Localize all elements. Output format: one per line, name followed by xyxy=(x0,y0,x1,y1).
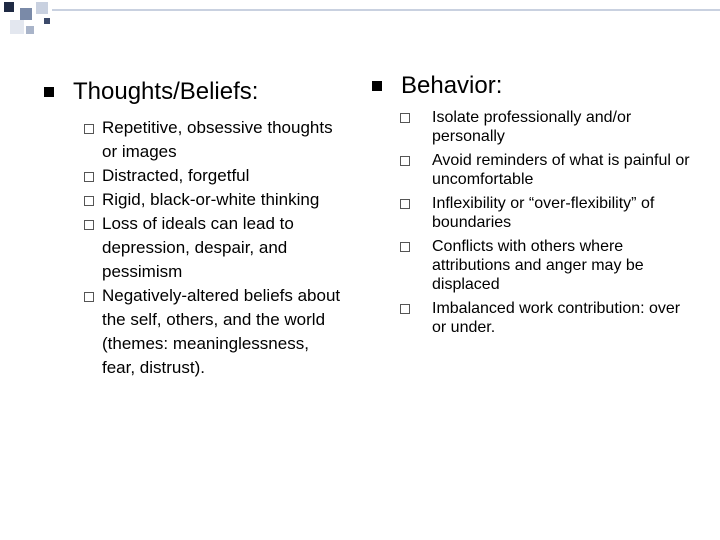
thoughts-beliefs-heading: Thoughts/Beliefs: xyxy=(73,78,259,105)
list-item xyxy=(84,284,344,380)
list-item-text: Loss of ideals can lead to depression, despair, and pessimism xyxy=(102,214,294,281)
thoughts-beliefs-heading-row xyxy=(44,78,344,106)
list-item-text: Isolate professionally and/or personally xyxy=(432,109,632,145)
list-item-text: Distracted, forgetful xyxy=(102,166,250,185)
square-bullet-icon xyxy=(44,87,54,97)
list-item-text: Negatively-altered beliefs about the self, others, and the world (themes: meaninglessness, fear, distrust). xyxy=(102,286,341,377)
list-item xyxy=(84,164,344,188)
box-bullet-icon xyxy=(84,124,94,134)
box-bullet-icon xyxy=(84,196,94,206)
box-bullet-icon xyxy=(400,199,410,209)
box-bullet-icon xyxy=(400,304,410,314)
thoughts-beliefs-list xyxy=(84,116,344,380)
list-item xyxy=(84,188,344,212)
deco-square-dark xyxy=(4,2,14,12)
behavior-column xyxy=(372,72,692,342)
deco-square-dark-2 xyxy=(44,18,50,24)
behavior-list xyxy=(398,108,692,337)
box-bullet-icon xyxy=(84,172,94,182)
deco-square-light-2 xyxy=(10,20,24,34)
deco-square-light xyxy=(36,2,48,14)
list-item xyxy=(398,299,692,337)
list-item-text: Rigid, black-or-white thinking xyxy=(102,190,320,209)
list-item xyxy=(398,108,692,146)
list-item xyxy=(84,212,344,284)
box-bullet-icon xyxy=(400,242,410,252)
square-bullet-icon xyxy=(372,81,382,91)
box-bullet-icon xyxy=(400,113,410,123)
list-item xyxy=(398,151,692,189)
list-item-text: Conflicts with others where attributions and anger may be displaced xyxy=(432,238,644,293)
list-item-text: Inflexibility or “over-flexibility” of boundaries xyxy=(432,195,655,231)
list-item xyxy=(398,194,692,232)
list-item-text: Avoid reminders of what is painful or uncomfortable xyxy=(432,152,690,188)
list-item-text: Repetitive, obsessive thoughts or images xyxy=(102,118,333,161)
behavior-heading: Behavior: xyxy=(401,72,503,99)
thoughts-beliefs-column xyxy=(44,78,344,380)
box-bullet-icon xyxy=(84,292,94,302)
list-item-text: Imbalanced work contribution: over or under. xyxy=(432,300,681,336)
behavior-heading-row xyxy=(372,72,692,100)
corner-decoration xyxy=(0,0,720,40)
deco-square-mid xyxy=(20,8,32,20)
box-bullet-icon xyxy=(84,220,94,230)
list-item xyxy=(398,237,692,294)
deco-square-mid-2 xyxy=(26,26,34,34)
list-item xyxy=(84,116,344,164)
box-bullet-icon xyxy=(400,156,410,166)
